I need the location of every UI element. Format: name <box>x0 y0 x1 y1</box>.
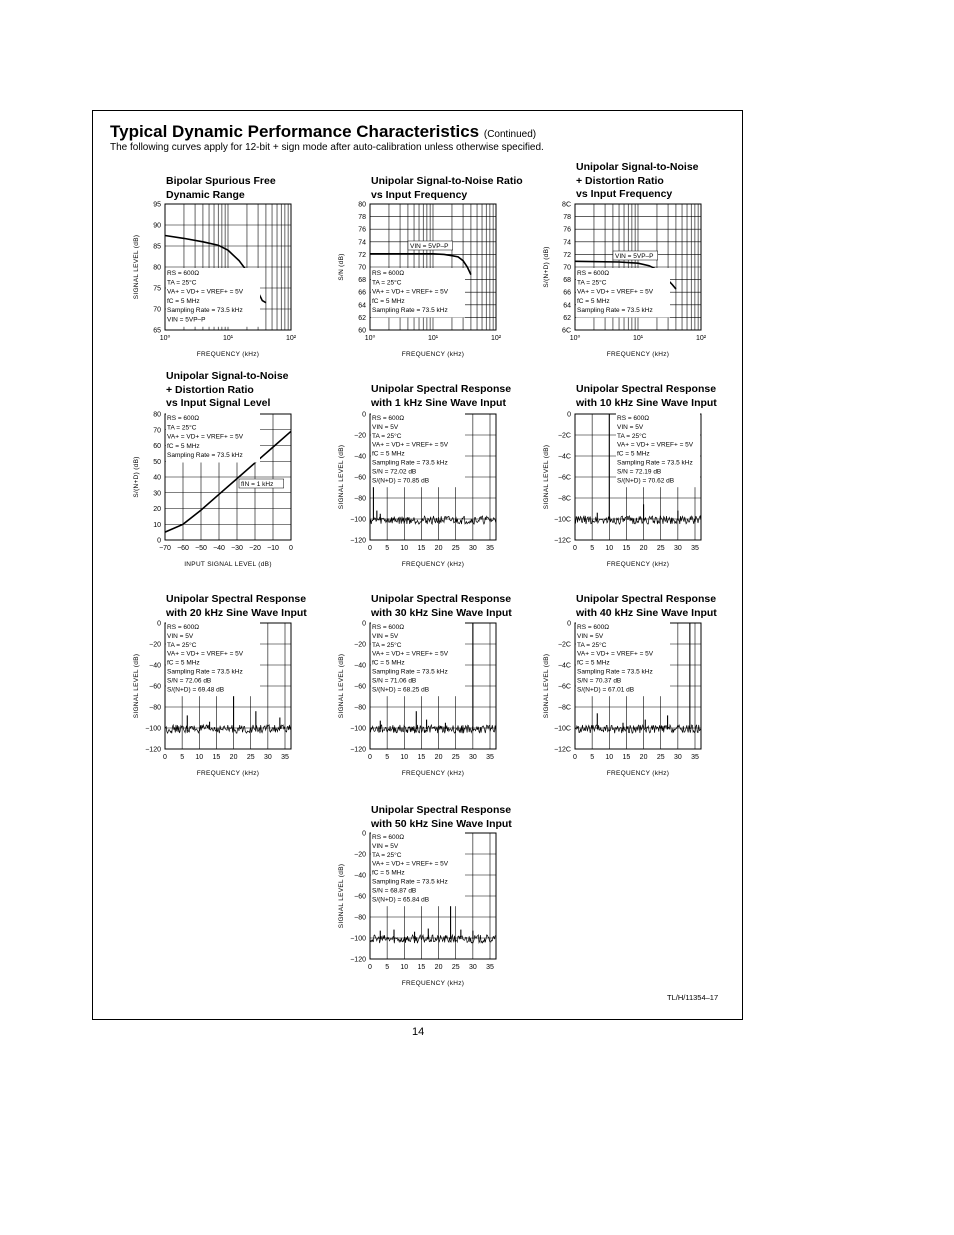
annotation-text: Sampling Rate = 73.5 kHz <box>167 452 243 460</box>
x-tick-label: 10¹ <box>222 335 234 342</box>
y-axis-title: SIGNAL LEVEL (dB) <box>543 444 550 510</box>
chart-title-line: Unipolar Spectral Response <box>576 593 717 605</box>
x-tick-label: 30 <box>263 754 272 761</box>
y-tick-label: −20 <box>354 851 366 859</box>
annotation-text: VIN = 5V <box>372 632 399 640</box>
y-tick-label: −2C <box>557 432 571 440</box>
chart-title-line: Unipolar Signal-to-Noise <box>166 370 289 382</box>
x-tick-label: 25 <box>451 964 460 971</box>
y-tick-label: −2C <box>557 641 571 649</box>
x-tick-label: 25 <box>451 545 460 552</box>
noise-floor-trace <box>166 725 291 733</box>
y-tick-label: −40 <box>354 453 366 461</box>
chart-title-snd-vs-frequency <box>576 161 699 202</box>
annotation-text: RS = 600Ω <box>577 624 610 631</box>
y-tick-label: −120 <box>145 746 161 754</box>
chart-title-spectral-50khz <box>371 804 512 831</box>
chart-spectral-30khz <box>338 620 496 777</box>
x-tick-label: 10² <box>695 335 707 342</box>
y-tick-label: 74 <box>563 239 571 247</box>
y-tick-label: −8C <box>557 704 571 712</box>
x-axis-title: FREQUENCY (kHz) <box>606 770 670 777</box>
annotation-text: VA+ = VD+ = VREF+ = 5V <box>577 650 654 658</box>
y-tick-label: 0 <box>362 830 366 838</box>
y-tick-label: 10 <box>153 521 161 529</box>
x-tick-label: −10 <box>267 545 279 552</box>
annotation-text: VA+ = VD+ = VREF+ = 5V <box>372 860 449 868</box>
annotation-text: RS = 600Ω <box>372 415 405 422</box>
chart-title-sn-vs-frequency <box>371 175 523 202</box>
x-tick-label: 10 <box>605 754 614 761</box>
y-tick-label: −120 <box>350 956 366 964</box>
x-tick-label: 15 <box>622 545 631 552</box>
annotation-text: fC = 5 MHz <box>577 297 610 305</box>
chart-title-line: + Distortion Ratio <box>166 383 254 396</box>
x-tick-label: −50 <box>195 545 207 552</box>
y-tick-label: 74 <box>358 239 366 247</box>
chart-sn-vs-input-frequency <box>338 201 502 358</box>
chart-title-line: Unipolar Spectral Response <box>576 383 717 395</box>
x-tick-label: 10 <box>605 545 614 552</box>
x-tick-label: 20 <box>434 964 443 971</box>
x-tick-label: −30 <box>231 545 243 552</box>
y-axis-title: S/(N+D) (dB) <box>133 456 140 498</box>
x-tick-label: 25 <box>246 754 255 761</box>
y-tick-label: 80 <box>358 201 366 209</box>
y-tick-label: −40 <box>354 872 366 880</box>
x-tick-label: 25 <box>656 754 665 761</box>
chart-title-line: Dynamic Range <box>166 188 245 201</box>
x-tick-label: 35 <box>486 964 494 971</box>
y-tick-label: −60 <box>354 683 366 691</box>
annotation-text: VA+ = VD+ = VREF+ = 5V <box>167 650 244 658</box>
annotation-text: RS = 600Ω <box>577 270 610 277</box>
x-tick-label: 15 <box>417 754 426 761</box>
annotation-text: Sampling Rate = 73.5 kHz <box>577 668 653 676</box>
chart-title-snd-vs-level <box>166 370 289 411</box>
y-tick-label: 64 <box>563 302 571 310</box>
y-tick-label: −8C <box>557 495 571 503</box>
y-tick-label: 0 <box>567 411 571 419</box>
annotation-text: VIN = 5VP–P <box>410 243 449 250</box>
y-tick-label: 80 <box>153 264 161 272</box>
y-tick-label: 80 <box>153 411 161 419</box>
chart-title-line: Unipolar Spectral Response <box>371 804 512 816</box>
x-axis-title: FREQUENCY (kHz) <box>196 770 260 777</box>
y-tick-label: 0 <box>567 620 571 628</box>
noise-floor-trace <box>371 935 496 943</box>
chart-title-spectral-40khz <box>576 593 717 620</box>
noise-floor-trace <box>576 516 701 524</box>
x-tick-label: 5 <box>385 964 390 971</box>
y-tick-label: 6C <box>562 327 571 335</box>
x-tick-label: −60 <box>177 545 189 552</box>
y-tick-label: 70 <box>153 306 161 314</box>
annotation-text: Sampling Rate = 73.5 kHz <box>167 668 243 676</box>
page-subtitle: The following curves apply for 12-bit + sign mode after auto-calibration unless otherwise specified. <box>110 142 544 153</box>
annotation-text: fC = 5 MHz <box>167 442 200 450</box>
annotation-text: S/(N+D) = 67.01 dB <box>577 686 635 694</box>
y-tick-label: −40 <box>149 662 161 670</box>
x-tick-label: 20 <box>434 754 443 761</box>
x-tick-label: 0 <box>163 754 167 761</box>
y-tick-label: 72 <box>563 251 571 259</box>
x-tick-label: 10¹ <box>632 335 644 342</box>
page-title <box>110 122 536 142</box>
y-tick-label: 62 <box>563 314 571 322</box>
annotation-text: Sampling Rate = 73.5 kHz <box>577 307 653 315</box>
y-tick-label: 76 <box>563 226 571 234</box>
y-tick-label: 78 <box>563 214 571 222</box>
y-tick-label: −4C <box>557 662 571 670</box>
y-tick-label: −100 <box>350 935 366 943</box>
x-axis-title: FREQUENCY (kHz) <box>606 561 670 568</box>
annotation-text: VIN = 5VP–P <box>167 316 206 324</box>
x-tick-label: 15 <box>417 964 426 971</box>
y-tick-label: 8C <box>562 201 571 209</box>
annotation-text: fC = 5 MHz <box>617 450 650 458</box>
y-tick-label: 60 <box>153 443 161 450</box>
y-tick-label: 70 <box>563 264 571 272</box>
y-tick-label: −80 <box>354 495 366 503</box>
annotation-text: TA = 25°C <box>167 641 197 649</box>
x-tick-label: −20 <box>249 545 261 552</box>
y-tick-label: 40 <box>153 474 161 482</box>
x-tick-label: 35 <box>486 754 494 761</box>
x-tick-label: 10 <box>400 754 409 761</box>
y-tick-label: −120 <box>350 746 366 754</box>
chart-title-line: with 10 kHz Sine Wave Input <box>576 396 717 409</box>
y-tick-label: 66 <box>358 289 366 297</box>
annotation-text: TA = 25°C <box>372 279 402 287</box>
x-tick-label: −40 <box>213 545 225 552</box>
annotation-text: RS = 600Ω <box>372 624 405 631</box>
chart-title-line: Unipolar Signal-to-Noise <box>576 161 699 173</box>
chart-spectral-20khz <box>133 620 291 777</box>
annotation-text: S/N = 72.19 dB <box>617 468 662 476</box>
chart-title-line: Unipolar Spectral Response <box>166 593 307 605</box>
x-tick-label: 15 <box>622 754 631 761</box>
annotation-text: fC = 5 MHz <box>372 450 405 458</box>
y-tick-label: 62 <box>358 314 366 322</box>
y-tick-label: −80 <box>354 914 366 922</box>
x-tick-label: 0 <box>368 545 372 552</box>
x-tick-label: 15 <box>417 545 426 552</box>
annotation-text: S/N = 71.06 dB <box>372 677 417 685</box>
annotation-text: VA+ = VD+ = VREF+ = 5V <box>167 288 244 296</box>
x-tick-label: −70 <box>159 545 171 552</box>
annotation-text: VA+ = VD+ = VREF+ = 5V <box>577 288 654 296</box>
annotation-text: VIN = 5V <box>577 632 604 640</box>
chart-snd-vs-input-frequency <box>543 201 707 358</box>
y-tick-label: 95 <box>153 201 161 209</box>
y-tick-label: −20 <box>354 641 366 649</box>
annotation-text: VIN = 5VP–P <box>615 253 654 260</box>
x-tick-label: 35 <box>281 754 289 761</box>
title-continued: (Continued) <box>483 129 537 140</box>
y-axis-title: S/(N+D) (dB) <box>543 246 550 288</box>
y-tick-label: −6C <box>557 683 571 691</box>
y-tick-label: −6C <box>557 474 571 482</box>
annotation-text: Sampling Rate = 73.5 kHz <box>167 307 243 315</box>
chart-title-spurious-free-range <box>166 175 276 202</box>
x-tick-label: 10⁰ <box>569 335 581 342</box>
annotation-text: Sampling Rate = 73.5 kHz <box>372 307 448 315</box>
x-tick-label: 5 <box>590 545 595 552</box>
y-tick-label: 0 <box>362 411 366 419</box>
chart-title-line: vs Input Signal Level <box>166 397 271 409</box>
annotation-text: fC = 5 MHz <box>577 659 610 667</box>
annotation-text: TA = 25°C <box>372 851 402 859</box>
x-axis-title: FREQUENCY (kHz) <box>401 351 465 358</box>
title-text: Typical Dynamic Performance Characteristics <box>110 122 480 141</box>
figure-id: TL/H/11354–17 <box>667 993 719 1002</box>
y-tick-label: −100 <box>350 725 366 733</box>
x-axis-title: FREQUENCY (kHz) <box>606 351 670 358</box>
y-tick-label: −12C <box>554 746 571 754</box>
chart-title-line: Unipolar Spectral Response <box>371 593 512 605</box>
y-tick-label: 75 <box>153 285 161 293</box>
y-axis-title: SIGNAL LEVEL (dB) <box>543 653 550 719</box>
annotation-text: VA+ = VD+ = VREF+ = 5V <box>617 441 694 449</box>
annotation-text: VIN = 5V <box>617 423 644 431</box>
y-tick-label: −20 <box>149 641 161 649</box>
chart-title-spectral-10khz <box>576 383 717 410</box>
noise-floor-trace <box>576 725 701 733</box>
annotation-text: Sampling Rate = 73.5 kHz <box>372 459 448 467</box>
annotation-text: S/(N+D) = 68.25 dB <box>372 686 430 694</box>
chart-title-line: + Distortion Ratio <box>576 174 664 187</box>
chart-title-line: vs Input Frequency <box>576 188 673 200</box>
x-tick-label: 20 <box>434 545 443 552</box>
annotation-text: RS = 600Ω <box>167 624 200 631</box>
y-tick-label: −80 <box>354 704 366 712</box>
annotation-text: Sampling Rate = 73.5 kHz <box>617 459 693 467</box>
y-tick-label: 68 <box>563 277 571 285</box>
annotation-text: Sampling Rate = 73.5 kHz <box>372 878 448 886</box>
x-tick-label: 15 <box>212 754 221 761</box>
annotation-text: S/N = 68.87 dB <box>372 887 417 895</box>
y-tick-label: 20 <box>153 506 161 513</box>
y-tick-label: −60 <box>354 474 366 482</box>
x-tick-label: 10 <box>195 754 204 761</box>
y-tick-label: −100 <box>350 516 366 524</box>
annotation-text: VA+ = VD+ = VREF+ = 5V <box>372 650 449 658</box>
annotation-text: fC = 5 MHz <box>167 659 200 667</box>
x-axis-title: FREQUENCY (kHz) <box>401 980 465 987</box>
chart-spurious-free-dynamic-range <box>133 201 297 358</box>
chart-title-line: with 50 kHz Sine Wave Input <box>371 817 512 830</box>
annotation-text: TA = 25°C <box>167 279 197 287</box>
y-axis-title: SIGNAL LEVEL (dB) <box>133 653 140 719</box>
x-tick-label: 30 <box>468 964 477 971</box>
y-tick-label: −60 <box>354 893 366 901</box>
y-tick-label: 68 <box>358 277 366 285</box>
y-tick-label: 66 <box>563 289 571 297</box>
y-axis-title: SIGNAL LEVEL (dB) <box>338 863 345 929</box>
chart-title-line: with 1 kHz Sine Wave Input <box>371 396 506 409</box>
annotation-text: VIN = 5V <box>372 423 399 431</box>
x-tick-label: 0 <box>573 545 577 552</box>
annotation-text: S/N = 70.37 dB <box>577 677 622 685</box>
x-tick-label: 30 <box>673 754 682 761</box>
chart-title-line: with 40 kHz Sine Wave Input <box>576 606 717 619</box>
y-tick-label: 76 <box>358 226 366 234</box>
y-tick-label: 60 <box>358 327 366 335</box>
x-tick-label: 30 <box>673 545 682 552</box>
x-tick-label: 30 <box>468 754 477 761</box>
chart-spectral-10khz <box>543 411 701 568</box>
x-tick-label: 0 <box>289 545 293 552</box>
annotation-text: TA = 25°C <box>577 279 607 287</box>
chart-title-line: Bipolar Spurious Free <box>166 175 276 187</box>
annotation-text: TA = 25°C <box>372 641 402 649</box>
x-tick-label: 5 <box>180 754 185 761</box>
annotation-text: VIN = 5V <box>372 842 399 850</box>
chart-spectral-1khz <box>338 411 496 568</box>
y-tick-label: 30 <box>153 490 161 498</box>
annotation-text: fC = 5 MHz <box>372 297 405 305</box>
y-tick-label: −100 <box>145 725 161 733</box>
y-axis-title: SIGNAL LEVEL (dB) <box>133 234 140 300</box>
x-tick-label: 35 <box>691 545 699 552</box>
y-tick-label: 78 <box>358 214 366 222</box>
x-tick-label: 10 <box>400 964 409 971</box>
noise-floor-trace <box>371 516 496 524</box>
y-tick-label: −10C <box>554 516 571 524</box>
y-tick-label: 70 <box>153 427 161 435</box>
x-tick-label: 20 <box>229 754 238 761</box>
y-tick-label: 72 <box>358 251 366 259</box>
annotation-text: VA+ = VD+ = VREF+ = 5V <box>372 288 449 296</box>
chart-title-line: with 20 kHz Sine Wave Input <box>166 606 307 619</box>
annotation-text: RS = 600Ω <box>372 834 405 841</box>
y-tick-label: 0 <box>157 620 161 628</box>
chart-snd-vs-input-level <box>133 411 293 568</box>
x-axis-title: FREQUENCY (kHz) <box>401 770 465 777</box>
y-tick-label: −40 <box>354 662 366 670</box>
y-tick-label: −4C <box>557 453 571 461</box>
x-axis-title: FREQUENCY (kHz) <box>401 561 465 568</box>
annotation-text: TA = 25°C <box>617 432 647 440</box>
x-tick-label: 35 <box>486 545 494 552</box>
annotation-text: VA+ = VD+ = VREF+ = 5V <box>167 433 244 441</box>
y-tick-label: 70 <box>358 264 366 272</box>
y-tick-label: 0 <box>362 620 366 628</box>
annotation-text: RS = 600Ω <box>167 415 200 422</box>
y-axis-title: S/N (dB) <box>338 253 345 281</box>
chart-title-line: Unipolar Signal-to-Noise Ratio <box>371 175 523 187</box>
x-tick-label: 10 <box>400 545 409 552</box>
x-tick-label: 0 <box>573 754 577 761</box>
x-tick-label: 0 <box>368 754 372 761</box>
y-tick-label: −12C <box>554 537 571 545</box>
chart-spectral-40khz <box>543 620 701 777</box>
y-tick-label: 85 <box>153 243 161 251</box>
x-tick-label: 5 <box>385 754 390 761</box>
chart-title-line: with 30 kHz Sine Wave Input <box>371 606 512 619</box>
y-tick-label: −120 <box>350 537 366 545</box>
x-tick-label: 30 <box>468 545 477 552</box>
x-axis-title: INPUT SIGNAL LEVEL (dB) <box>184 561 272 568</box>
annotation-text: fC = 5 MHz <box>372 869 405 877</box>
annotation-text: TA = 25°C <box>577 641 607 649</box>
chart-title-spectral-20khz <box>166 593 307 620</box>
annotation-text: S/N = 72.06 dB <box>167 677 212 685</box>
x-tick-label: 20 <box>639 754 648 761</box>
annotation-text: RS = 600Ω <box>617 415 650 422</box>
annotation-text: RS = 600Ω <box>167 270 200 277</box>
annotation-text: TA = 25°C <box>167 424 197 432</box>
chart-title-spectral-1khz <box>371 383 511 410</box>
annotation-text: fIN = 1 kHz <box>241 481 274 488</box>
x-axis-title: FREQUENCY (kHz) <box>196 351 260 358</box>
annotation-text: S/(N+D) = 70.62 dB <box>617 477 675 485</box>
x-tick-label: 0 <box>368 964 372 971</box>
y-tick-label: −10C <box>554 725 571 733</box>
chart-title-spectral-30khz <box>371 593 512 620</box>
annotation-text: fC = 5 MHz <box>372 659 405 667</box>
annotation-text: S/N = 72.02 dB <box>372 468 417 476</box>
annotation-text: VA+ = VD+ = VREF+ = 5V <box>372 441 449 449</box>
noise-floor-trace <box>371 725 496 733</box>
y-tick-label: 64 <box>358 302 366 310</box>
annotation-text: Sampling Rate = 73.5 kHz <box>372 668 448 676</box>
annotation-text: RS = 600Ω <box>372 270 405 277</box>
x-tick-label: 10² <box>490 335 502 342</box>
annotation-text: VIN = 5V <box>167 632 194 640</box>
chart-title-line: vs Input Frequency <box>371 188 468 201</box>
annotation-text: S/(N+D) = 70.85 dB <box>372 477 430 485</box>
x-tick-label: 25 <box>656 545 665 552</box>
y-tick-label: 90 <box>153 222 161 230</box>
x-tick-label: 10⁰ <box>159 335 171 342</box>
x-tick-label: 10² <box>285 335 297 342</box>
y-tick-label: 50 <box>153 458 161 466</box>
y-tick-label: −20 <box>354 432 366 440</box>
y-axis-title: SIGNAL LEVEL (dB) <box>338 444 345 510</box>
y-axis-title: SIGNAL LEVEL (dB) <box>338 653 345 719</box>
page-number: 14 <box>412 1026 425 1038</box>
y-tick-label: 65 <box>153 327 161 335</box>
x-tick-label: 25 <box>451 754 460 761</box>
annotation-text: TA = 25°C <box>372 432 402 440</box>
chart-title-line: Unipolar Spectral Response <box>371 383 512 395</box>
annotation-text: S/(N+D) = 69.48 dB <box>167 686 225 694</box>
x-tick-label: 35 <box>691 754 699 761</box>
x-tick-label: 10¹ <box>427 335 439 342</box>
y-tick-label: −80 <box>149 704 161 712</box>
y-tick-label: 0 <box>157 537 161 545</box>
annotation-text: fC = 5 MHz <box>167 297 200 305</box>
y-tick-label: −60 <box>149 683 161 691</box>
annotation-text: S/(N+D) = 65.84 dB <box>372 896 430 904</box>
x-tick-label: 10⁰ <box>364 335 376 342</box>
x-tick-label: 5 <box>590 754 595 761</box>
chart-spectral-50khz <box>338 830 496 987</box>
x-tick-label: 5 <box>385 545 390 552</box>
x-tick-label: 20 <box>639 545 648 552</box>
